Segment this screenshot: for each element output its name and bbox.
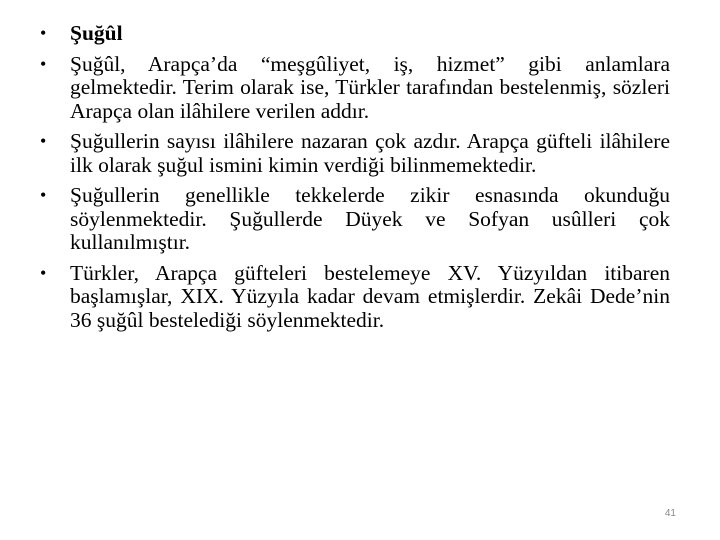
bullet-item-title (40, 22, 670, 46)
bullet-list (40, 22, 670, 339)
slide-title: Şuğûl (70, 21, 123, 45)
bullet-text: Şuğullerin sayısı ilâhilere nazaran çok azdır. Arapça güfteli ilâhilere ilk olarak şuğul ismini kimin verdiği bilinmemektedir. (70, 129, 670, 177)
bullet-dot-icon: • (40, 185, 47, 205)
bullet-item-usage (40, 184, 670, 255)
bullet-dot-icon: • (40, 23, 47, 43)
bullet-text: Şuğûl, Arapça’da “meşgûliyet, iş, hizmet” gibi anlamlara gelmektedir. Terim olarak ise, Türkler tarafından bestelenmiş, sözleri Arapça olan ilâhilere verilen addır. (70, 51, 670, 123)
page-number: 41 (664, 508, 676, 519)
bullet-item-count (40, 130, 670, 177)
bullet-dot-icon: • (40, 131, 47, 151)
bullet-item-definition (40, 53, 670, 124)
bullet-item-history (40, 262, 670, 333)
bullet-dot-icon: • (40, 262, 47, 283)
bullet-text: Şuğullerin genellikle tekkelerde zikir esnasında okunduğu söylenmektedir. Şuğullerde Düyek ve Sofyan usûlleri çok kullanılmıştır. (70, 183, 670, 254)
bullet-dot-icon: • (40, 53, 47, 74)
bullet-text: Türkler, Arapça güfteleri bestelemeye XV. Yüzyıldan itibaren başlamışlar, XIX. Yüzyıla kadar devam etmişlerdir. Zekâi Dede’nin 36 şuğûl bestelediği söylenmektedir. (70, 260, 670, 332)
